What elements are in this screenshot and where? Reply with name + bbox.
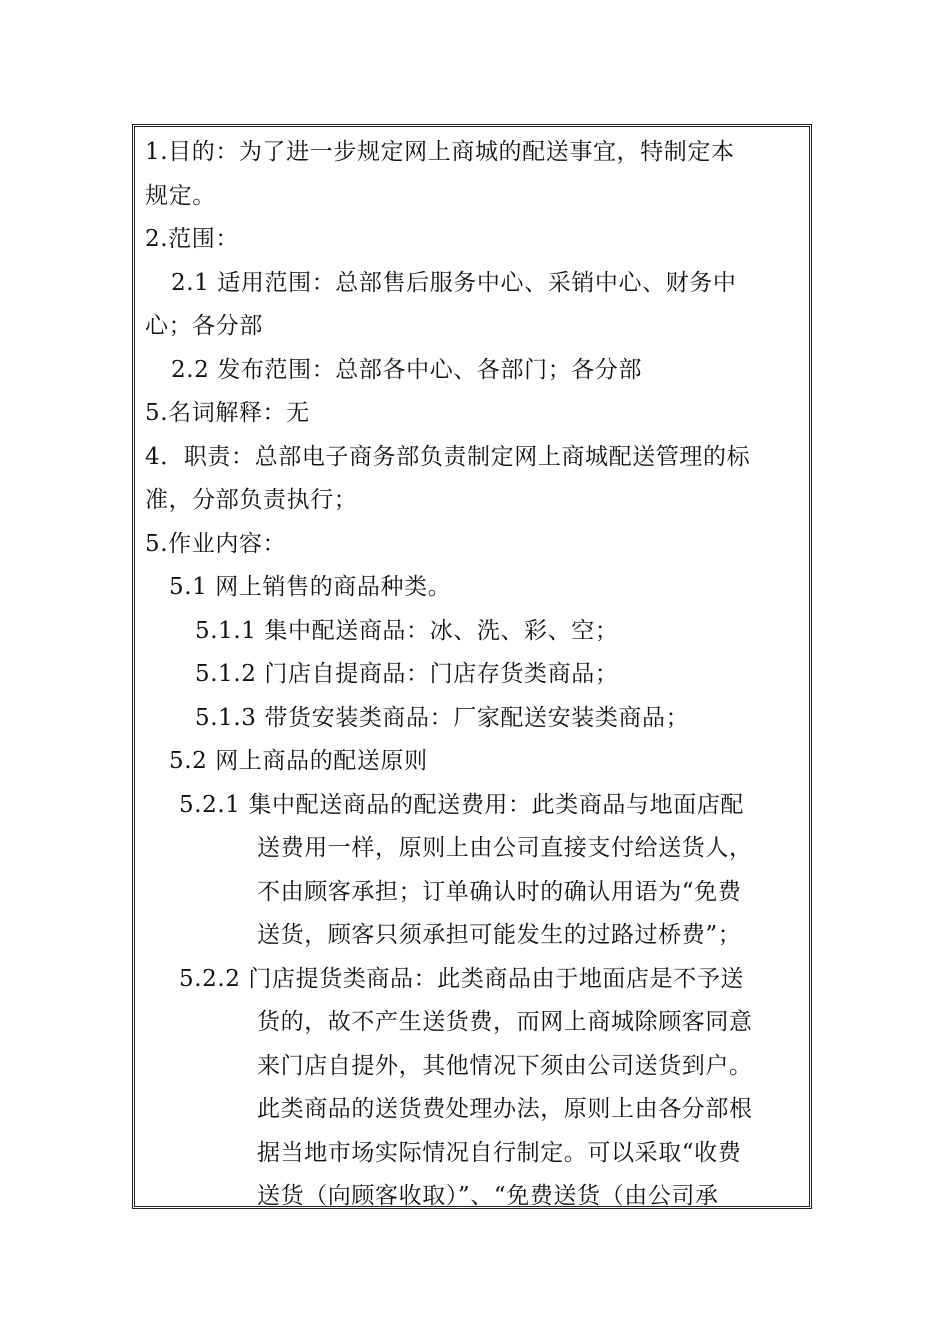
text-line: 准，分部负责执行；	[145, 487, 358, 513]
text-line: 此类商品的送货费处理办法，原则上由各分部根	[257, 1096, 753, 1122]
text-line: 4．职责：总部电子商务部负责制定网上商城配送管理的标	[145, 443, 751, 470]
document-frame	[132, 124, 812, 1209]
text-line: 送费用一样，原则上由公司直接支付给送货人，	[257, 835, 753, 861]
text-line: 据当地市场实际情况自行制定。可以采取“收费	[257, 1139, 742, 1166]
text-line: 送货（向顾客收取）”、“免费送货（由公司承	[257, 1183, 719, 1209]
text-line: 不由顾客承担；订单确认时的确认用语为“免费	[257, 878, 742, 905]
text-line: 2.2 发布范围：总部各中心、各部门；各分部	[171, 356, 643, 383]
text-line: 5.作业内容：	[145, 530, 287, 557]
text-line: 5.1 网上销售的商品种类。	[169, 574, 452, 600]
text-line: 5.2.2 门店提货类商品：此类商品由于地面店是不予送	[179, 965, 745, 992]
text-line: 规定。	[145, 182, 216, 209]
text-line: 5.2.1 集中配送商品的配送费用：此类商品与地面店配	[179, 791, 745, 818]
text-line: 2.1 适用范围：总部售后服务中心、采销中心、财务中	[171, 269, 737, 296]
document-body	[145, 131, 805, 1209]
text-line: 送货，顾客只须承担可能发生的过路过桥费”；	[257, 922, 742, 948]
text-line: 5.1.1 集中配送商品：冰、洗、彩、空；	[195, 617, 619, 644]
text-line: 5.名词解释：无	[145, 400, 310, 426]
text-line: 5.1.2 门店自提商品：门店存货类商品；	[195, 661, 619, 687]
text-line: 来门店自提外，其他情况下须由公司送货到户。	[257, 1052, 753, 1079]
text-line: 心；各分部	[145, 313, 263, 339]
text-line: 1.目的：为了进一步规定网上商城的配送事宜，特制定本	[145, 139, 735, 165]
text-line: 5.2 网上商品的配送原则	[169, 748, 428, 774]
text-line: 货的，故不产生送货费，而网上商城除顾客同意	[257, 1009, 753, 1035]
text-line: 2.范围：	[145, 226, 239, 252]
text-line: 5.1.3 带货安装类商品：厂家配送安装类商品；	[195, 704, 690, 731]
